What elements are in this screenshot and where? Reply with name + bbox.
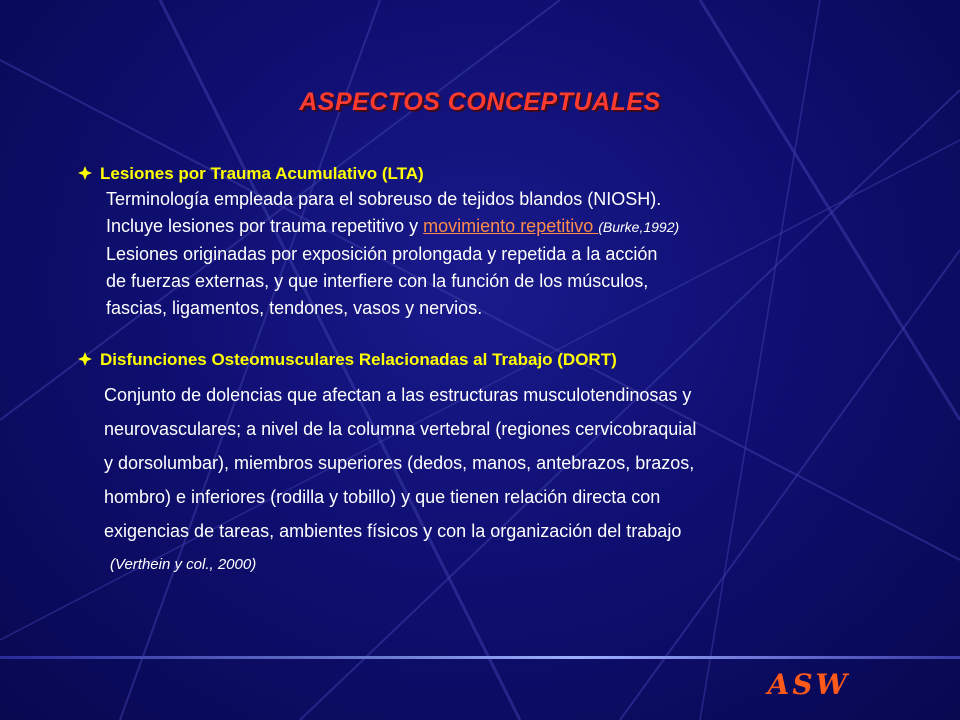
diamond-bullet-icon: [78, 352, 92, 366]
lta-line-2: [106, 213, 679, 241]
movimiento-repetitivo-link[interactable]: movimiento repetitivo: [423, 216, 599, 236]
verthein-citation: (Verthein y col., 2000): [110, 556, 257, 573]
footer-divider: [0, 656, 960, 659]
section-lta-heading: [78, 164, 424, 184]
slide-title: ASPECTOS CONCEPTUALES: [299, 88, 661, 116]
lta-line-4: de fuerzas externas, y que interfiere con la función de los músculos,: [106, 271, 649, 291]
section-dort-body: [104, 378, 696, 582]
lta-line-3: Lesiones originadas por exposición prolongada y repetida a la acción: [106, 244, 658, 264]
section-dort-heading-text: Disfunciones Osteomusculares Relacionadas al Trabajo (DORT): [100, 350, 617, 369]
dort-line-4: hombro) e inferiores (rodilla y tobillo) y que tienen relación directa con: [104, 487, 661, 507]
burke-citation: (Burke,1992): [598, 219, 680, 235]
diamond-bullet-icon: [78, 166, 92, 180]
dort-line-3: y dorsolumbar), miembros superiores (dedos, manos, antebrazos, brazos,: [104, 453, 695, 473]
lta-line-1: Terminología empleada para el sobreuso de tejidos blandos (NIOSH).: [106, 189, 662, 209]
lta-line-2-text: Incluye lesiones por trauma repetitivo y: [106, 216, 424, 236]
section-lta-body: [106, 186, 679, 322]
dort-line-1: Conjunto de dolencias que afectan a las estructuras musculotendinosas y: [104, 385, 692, 405]
dort-line-5: exigencias de tareas, ambientes físicos y con la organización del trabajo: [104, 521, 682, 541]
dort-line-2: neurovasculares; a nivel de la columna vertebral (regiones cervicobraquial: [104, 419, 697, 439]
section-lta-heading-text: Lesiones por Trauma Acumulativo (LTA): [100, 164, 424, 183]
asw-logo: ASW: [767, 668, 850, 701]
lta-line-5: fascias, ligamentos, tendones, vasos y nervios.: [106, 298, 483, 318]
section-dort-heading: [78, 350, 617, 370]
